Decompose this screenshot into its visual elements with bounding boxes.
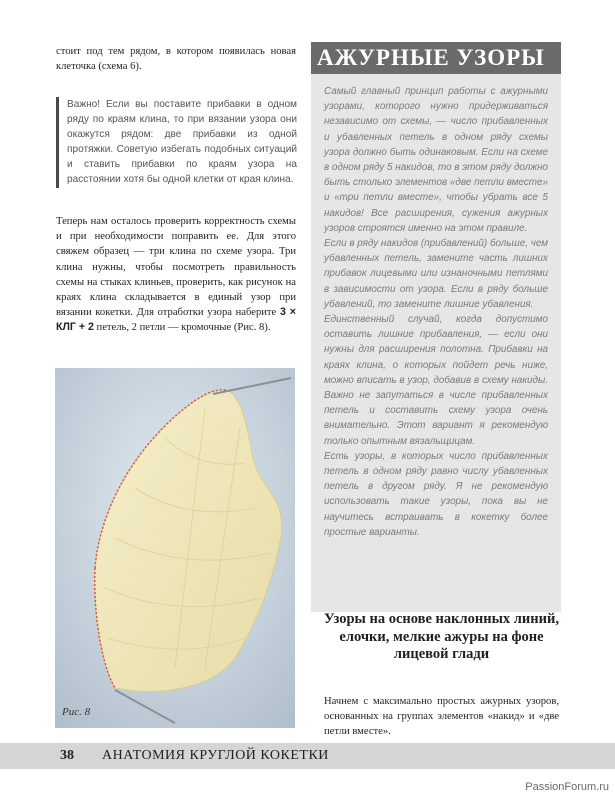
knitted-wedge-illustration (55, 368, 295, 728)
running-title: АНАТОМИЯ КРУГЛОЙ КОКЕТКИ (102, 748, 329, 763)
knitting-sample-photo (55, 368, 295, 728)
body-text-1: Теперь нам осталось проверить корректность схемы и при необходимости поправить ее. Для этого свяжем образец — три клина по схеме узора. Три клина нужны, чтобы посмотреть правильность схемы на стыках клиньев, проверить, как рисунок на краях клина складывается в единый узор при вязании кокетки. Для отработки узора наберите (56, 216, 296, 319)
body-paragraph (56, 214, 296, 336)
body-text-2: петель, 2 петли — кромочные (Рис. 8). (93, 322, 271, 334)
figure-caption: Рис. 8 (62, 706, 91, 718)
sidebar-paragraph: Самый главный принцип работы с ажурными узорами, которого нужно придерживаться независимо от схемы, — число прибавленных и убавленных петель в одном ряду схемы узора должно быть одинаковым. Если на схеме в одном ряду 5 накидов, то в этом ряду должно быть столько элементов «две петли вместе» и «три петли вместе», чтобы убрать все 5 накидов! Все расширения, сужения ажурных узоров строятся именно на этом правиле. (324, 86, 548, 234)
sidebar-paragraph: Есть узоры, в которых число прибавленных петель в одном ряду равно числу убавленных петель в другом ряду. Я не рекомендую использовать такие узоры, пока вы не научитесь встраивать в кокетку более простые варианты. (324, 450, 548, 538)
sidebar-title: АЖУРНЫЕ УЗОРЫ (311, 42, 561, 74)
sidebar-text (324, 84, 548, 540)
sidebar-paragraph: Если в ряду накидов (прибавлений) больше, чем убавленных петель, замените часть лишних прибавок лицевыми или изнаночными петлями в зависимости от узора. Если в ряду больше убавлений, то замените лишние убавления. (324, 238, 548, 310)
section-paragraph: Начнем с максимально простых ажурных узоров, основанных на группах элементов «накид» и «две петли вместе». (324, 695, 559, 737)
stitch-formula: 3 × КЛГ + 2 (56, 306, 296, 334)
sidebar-paragraph: Единственный случай, когда допустимо оставить лишние прибавления, — если они нужны для расширения полотна. Прибавки на краях клина, о которых пойдет речь ниже, можно вписать в узор, добавив в схему накиды. Важно не запутаться в числе прибавленных петель и составить схему узора очень внимательно. Этот вариант я рекомендую только опытным вязальщицам. (324, 314, 548, 447)
page-number: 38 (60, 748, 74, 763)
section-heading: Узоры на основе наклонных линий, елочки, мелкие ажуры на фоне лицевой глади (324, 611, 559, 662)
left-column (56, 44, 296, 74)
important-note: Важно! Если вы поставите прибавки в одном ряду по краям клина, то при вязании узора они окажутся рядом: две прибавки из одной протяжки. Советую избегать подобных ситуаций и ставить прибавки по краям узора на расстоянии хотя бы одной клетки от края клина. (56, 97, 297, 188)
intro-paragraph: стоит под тем рядом, в котором появилась новая клеточка (схема 6). (56, 46, 296, 73)
watermark: PassionForum.ru (525, 781, 609, 793)
